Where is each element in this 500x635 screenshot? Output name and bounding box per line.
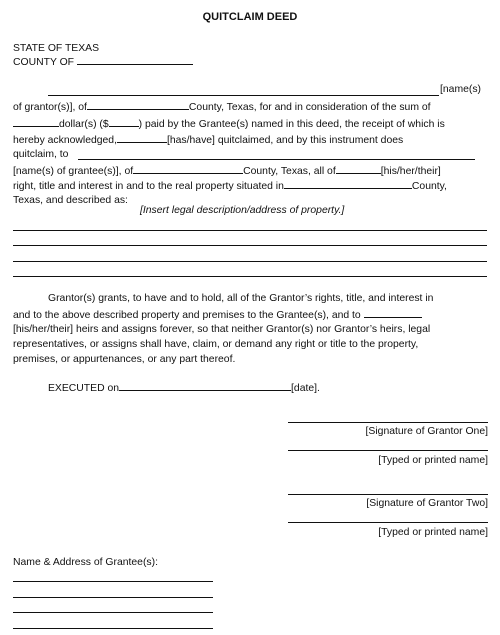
county-blank[interactable]: [77, 55, 193, 65]
p1-l6-b: County, Texas, all of: [243, 166, 336, 177]
p1-line7: [13, 179, 447, 195]
grantor-two-signature-label: [Signature of Grantor Two]: [366, 498, 488, 509]
p2-line5: premises, or appurtenances, or any part thereof.: [13, 354, 236, 365]
grantee-address-line[interactable]: [13, 597, 213, 598]
pronoun-blank[interactable]: [336, 164, 381, 174]
amount-number-blank[interactable]: [109, 117, 139, 127]
grantee-address-line[interactable]: [13, 628, 213, 629]
execution-date-blank[interactable]: [119, 381, 291, 391]
p2-l2-a: and to the above described property and premises to the Grantee(s), and to: [13, 310, 361, 321]
grantor-one-signature-line[interactable]: [288, 422, 488, 423]
amount-words-blank[interactable]: [13, 117, 59, 127]
p1-l4-b: [has/have] quitclaimed, and by this instrument does: [166, 135, 404, 146]
legal-description-line[interactable]: [13, 276, 487, 277]
p1-l2-b: County, Texas, for and in consideration of the sum of: [188, 102, 431, 113]
p1-l7-a: right, title and interest in and to the real property situated in: [13, 181, 284, 192]
p1-line3: [13, 117, 445, 133]
county-label: COUNTY OF: [13, 57, 74, 68]
legal-description-placeholder: [Insert legal description/address of property.]: [140, 205, 345, 216]
executed-label: EXECUTED on: [48, 383, 120, 394]
grantor-one-printed-line[interactable]: [288, 450, 488, 451]
p1-l3-a: dollar(s) ($: [59, 119, 109, 130]
p2-line2: [13, 308, 422, 324]
p1-l2-a: of grantor(s)], of: [13, 102, 87, 113]
document-title: QUITCLAIM DEED: [202, 11, 298, 23]
p2-line3: [his/her/their] heirs and assigns forever, so that neither Grantor(s) nor Grantor’s heirs, legal: [13, 324, 431, 335]
p1-line6: [13, 164, 441, 180]
has-have-blank[interactable]: [117, 133, 167, 143]
p1-l6-a: [name(s) of grantee(s)], of: [13, 166, 134, 177]
grantor-two-signature-line[interactable]: [288, 494, 488, 495]
property-county-blank[interactable]: [284, 179, 412, 189]
p1-line2: [13, 100, 431, 116]
p1-line4: [13, 133, 403, 149]
p2-line1: Grantor(s) grants, to have and to hold, all of the Grantor’s rights, title, and interest in: [48, 293, 434, 304]
p1-line8: Texas, and described as:: [13, 195, 128, 206]
legal-description-line[interactable]: [13, 261, 487, 262]
grantor-one-signature-label: [Signature of Grantor One]: [365, 426, 488, 437]
p1-l6-c: [his/her/their]: [380, 166, 441, 177]
legal-description-line[interactable]: [13, 230, 487, 231]
date-label: [date].: [291, 383, 320, 394]
grantor-one-printed-label: [Typed or printed name]: [378, 455, 488, 466]
heirs-blank[interactable]: [364, 308, 422, 318]
p1-l3-b: ) paid by the Grantee(s) named in this deed, the receipt of which is: [138, 119, 445, 130]
grantor-name-blank[interactable]: [48, 95, 439, 96]
p2-line4: representatives, or assigns shall have, claim, or demand any right or title to the property,: [13, 339, 419, 350]
p1-l4-a: hereby acknowledged,: [13, 135, 117, 146]
grantor-county-blank[interactable]: [87, 100, 189, 110]
executed-line: [48, 381, 320, 397]
grantee-address-line[interactable]: [13, 581, 213, 582]
grantee-address-line[interactable]: [13, 612, 213, 613]
p1-l7-b: County,: [411, 181, 447, 192]
grantee-name-blank[interactable]: [78, 159, 475, 160]
grantee-county-blank[interactable]: [133, 164, 243, 174]
county-line: [13, 55, 193, 71]
grantee-address-label: Name & Address of Grantee(s):: [13, 557, 158, 568]
p1-line5: quitclaim, to: [13, 149, 69, 160]
grantor-two-printed-line[interactable]: [288, 522, 488, 523]
state-line: STATE OF TEXAS: [13, 43, 100, 54]
grantor-two-printed-label: [Typed or printed name]: [378, 527, 488, 538]
legal-description-line[interactable]: [13, 245, 487, 246]
grantor-name-label: [name(s): [440, 84, 481, 95]
